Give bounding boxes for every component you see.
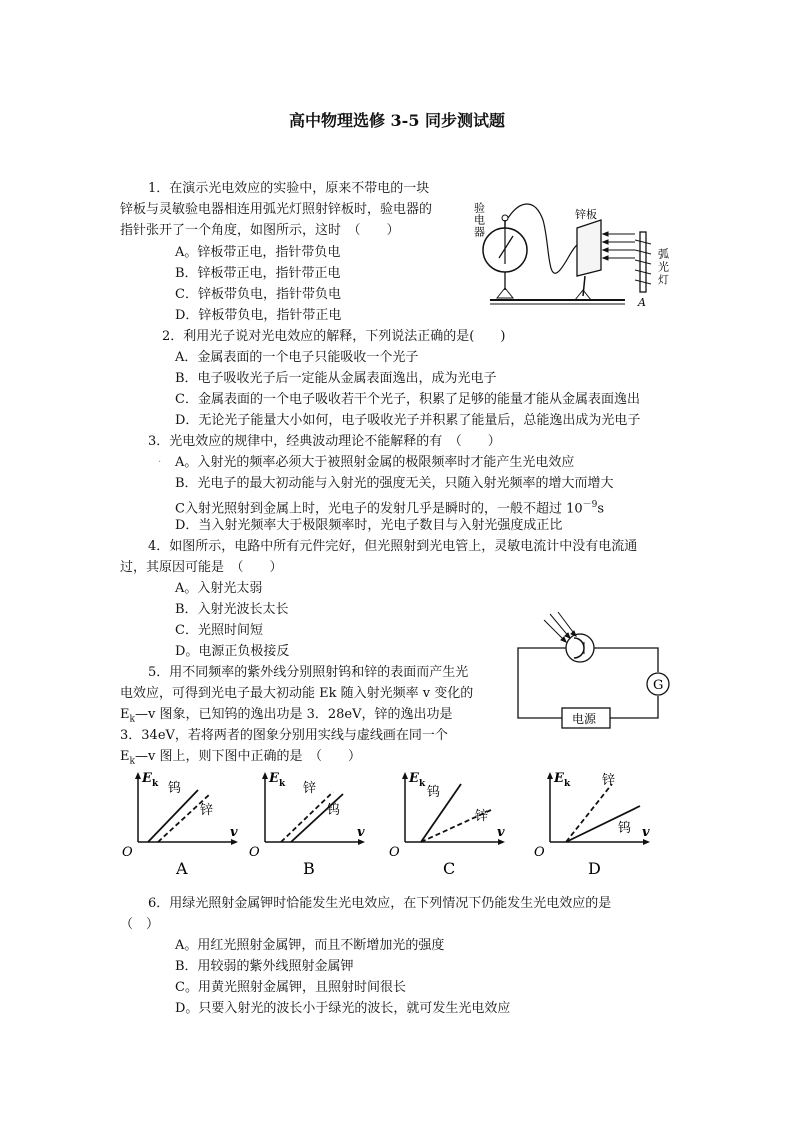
phototube <box>566 634 594 662</box>
x-axis-label: v <box>497 825 505 840</box>
q1-electroscope-figure <box>472 190 690 315</box>
tungsten-label: 钨 <box>427 785 441 800</box>
q6-option-a: A。用红光照射金属钾，而且不断增加光的强度 <box>175 938 445 953</box>
graph-letter: A <box>176 859 188 878</box>
q6-option-b: B．用较弱的紫外线照射金属钾 <box>175 959 354 974</box>
q1-label-point-a: A <box>638 296 646 309</box>
y-axis-label-sub: k <box>419 779 426 789</box>
q5-stem-line4: 3．34eV，若将两者的图象分别用实线与虚线画在同一个 <box>120 728 448 743</box>
y-axis-label-sub: k <box>564 779 571 789</box>
light-rays <box>603 232 635 260</box>
tungsten-line <box>291 794 343 842</box>
origin-label: O <box>389 845 400 860</box>
galvanometer-label: G <box>653 678 664 693</box>
q4-option-c: C．光照时间短 <box>175 623 263 638</box>
q3-option-d: D．当入射光频率大于极限频率时，光电子数目与入射光强度成正比 <box>175 518 563 533</box>
q1-option-a: A。锌板带正电，指针带负电 <box>175 245 341 260</box>
y-axis-arrow <box>262 772 268 779</box>
y-axis-arrow <box>547 772 553 779</box>
power-source-label: 电源 <box>572 712 597 726</box>
q5-graph-d <box>530 770 660 882</box>
q1-stem-line2: 锌板与灵敏验电器相连用弧光灯照射锌板时，验电器的 <box>120 202 433 217</box>
q6-option-d: D。只要入射光的波长小于绿光的波长，就可发生光电效应 <box>175 1001 511 1016</box>
q2-option-d: D．无论光子能量大小如何，电子吸收光子并积累了能量后，总能逸出成为光电子 <box>175 413 641 428</box>
tungsten-label: 钨 <box>618 821 632 836</box>
zinc-line <box>566 784 612 842</box>
q1-stem-line1: 1．在演示光电效应的实验中，原来不带电的一块 <box>148 181 430 196</box>
y-axis-label-sub: k <box>152 779 159 789</box>
graph-letter: D <box>588 859 601 878</box>
q1-stem-line3: 指针张开了一个角度，如图所示，这时 （ ） <box>120 223 400 238</box>
q5-graph-c <box>385 770 515 882</box>
q4-option-a: A。入射光太弱 <box>175 581 263 596</box>
q5-graph-b <box>245 770 375 882</box>
q4-circuit-figure <box>510 610 670 735</box>
q5-stem-line1: 5．用不同频率的紫外线分别照射钨和锌的表面而产生光 <box>148 665 469 680</box>
q3-option-c: C入射光照射到金属上时，光电子的发射几乎是瞬时的，一般不超过 $10^{-9}s$ <box>175 500 605 517</box>
q5-graph-a <box>118 770 248 882</box>
q5-stem-line2: 电效应，可得到光电子最大初动能 Ek 随入射光频率 v 变化的 <box>120 686 474 701</box>
graph-letter: B <box>303 859 315 878</box>
q4-stem-line2: 过，其原因可能是 （ ） <box>120 560 283 575</box>
q1-option-b: B．锌板带正电，指针带正电 <box>175 266 341 281</box>
q5-stem-line3: $E_k—v$ 图象，已知钨的逸出功是 3．28eV，锌的逸出功是 <box>120 707 453 725</box>
q3-stem: 3．光电效应的规律中，经典波动理论不能解释的有 （ ） <box>148 434 501 449</box>
y-axis-label: E <box>142 771 152 786</box>
q1-label-electroscope: 验电器 <box>472 202 486 238</box>
q6-stem: 6．用绿光照射金属钾时恰能发生光电效应，在下列情况下仍能发生光电效应的是 <box>148 896 612 911</box>
q2-option-b: B．电子吸收光子后一定能从金属表面逸出，成为光电子 <box>175 371 497 386</box>
x-axis-label: v <box>642 825 650 840</box>
q6-option-c: C。用黄光照射金属钾，且照射时间很长 <box>175 980 406 995</box>
q3-option-b: B．光电子的最大初动能与入射光的强度无关，只随入射光频率的增大而增大 <box>175 476 614 491</box>
connecting-wire <box>508 204 577 273</box>
q3-option-a: A。入射光的频率必须大于被照射金属的极限频率时才能产生光电效应 <box>175 455 575 470</box>
zinc-label: 锌 <box>475 809 489 824</box>
x-axis-label: v <box>230 825 238 840</box>
q1-label-zinc-plate: 锌板 <box>575 208 597 221</box>
q1-option-d: D．锌板带负电，指针带正电 <box>175 308 342 323</box>
circuit-wire-left <box>518 648 566 718</box>
q4-option-b: B．入射光波长太长 <box>175 602 289 617</box>
stray-mark: . <box>158 454 162 465</box>
q4-option-d: D。电源正负极接反 <box>175 644 290 659</box>
y-axis-label: E <box>554 771 564 786</box>
tungsten-line <box>148 790 198 842</box>
electroscope-needle <box>499 236 513 258</box>
zinc-label: 锌 <box>303 781 317 796</box>
q2-stem: 2．利用光子说对光电效应的解释，下列说法正确的是( ) <box>162 329 506 344</box>
y-axis-arrow <box>402 772 408 779</box>
q2-option-a: A．金属表面的一个电子只能吸收一个光子 <box>175 350 419 365</box>
q4-stem-line1: 4．如图所示，电路中所有元件完好，但光照射到光电管上，灵敏电流计中没有电流通 <box>148 539 638 554</box>
zinc-label: 锌 <box>200 803 214 818</box>
zinc-label: 锌 <box>602 773 616 788</box>
y-axis-arrow <box>135 772 141 779</box>
q1-option-c: C．锌板带负电，指针带负电 <box>175 287 341 302</box>
zinc-plate <box>577 220 601 276</box>
tungsten-label: 钨 <box>168 781 182 796</box>
circuit-wire-right <box>594 648 658 672</box>
y-axis-label: E <box>409 771 419 786</box>
origin-label: O <box>249 845 260 860</box>
y-axis-label-sub: k <box>279 779 286 789</box>
page-title: 高中物理选修 3-5 同步测试题 <box>288 111 506 130</box>
zinc-line <box>158 794 210 842</box>
x-axis-label: v <box>357 825 365 840</box>
origin-label: O <box>534 845 545 860</box>
q2-option-c: C．金属表面的一个电子吸收若干个光子，积累了足够的能量才能从金属表面逸出 <box>175 392 640 407</box>
y-axis-label: E <box>269 771 279 786</box>
q6-paren: （ ） <box>120 917 160 932</box>
q1-label-arc-lamp: 弧光灯 <box>656 248 670 287</box>
tungsten-label: 钨 <box>327 803 341 818</box>
graph-letter: C <box>443 859 456 878</box>
origin-label: O <box>122 845 133 860</box>
q5-stem-line5: $E_k—v$ 图上，则下图中正确的是 （ ） <box>120 749 361 767</box>
zinc-line <box>281 792 333 842</box>
